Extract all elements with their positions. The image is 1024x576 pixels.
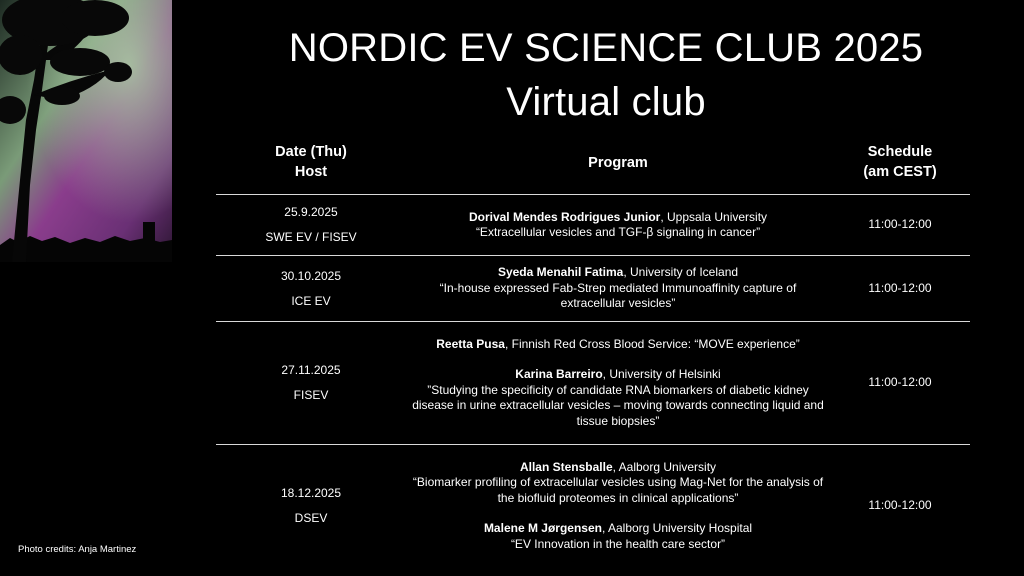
session-date: 18.12.2025 <box>280 486 342 500</box>
session-host: DSEV <box>294 511 328 525</box>
photo-credit: Photo credits: Anja Martinez <box>18 544 137 555</box>
table-row <box>216 321 970 444</box>
program-cell <box>406 445 830 567</box>
program-cell <box>406 195 830 255</box>
talk <box>406 210 830 226</box>
program-header: Program <box>588 155 648 171</box>
talk-title: “In-house expressed Fab-Strep mediated Immunoaffinity capture of extracellular vesicles” <box>439 280 797 311</box>
speaker-affiliation: , University of Iceland <box>623 265 739 280</box>
aurora-tree-image <box>0 0 172 262</box>
timezone-header-label: (am CEST) <box>863 164 937 180</box>
session-host: ICE EV <box>291 293 331 308</box>
speaker-name: Karina Barreiro <box>515 367 603 382</box>
date-header-label: Date (Thu) <box>275 144 347 160</box>
program-cell <box>406 322 830 444</box>
talk-title: “EV Innovation in the health care sector” <box>510 536 726 551</box>
table-row <box>216 255 970 321</box>
speaker-name: Syeda Menahil Fatima <box>497 265 624 280</box>
talk-title: ”Studying the specificity of candidate RNA biomarkers of diabetic kidney disease in urine extracellular vesicles – moving towards connecting liquid and tissue biopsies” <box>412 382 824 428</box>
talk-title: “Extracellular vesicles and TGF-β signaling in cancer” <box>475 225 761 239</box>
speaker-affiliation: , University of Helsinki <box>602 367 721 382</box>
session-date: 27.11.2025 <box>281 363 341 377</box>
talk <box>406 521 830 537</box>
talk <box>406 337 830 353</box>
aurora-tree-photo <box>0 0 172 262</box>
talk-spacer <box>406 352 830 367</box>
speaker-name: Allan Stensballe <box>519 459 613 474</box>
session-host: SWE EV / FISEV <box>265 230 357 244</box>
speaker-affiliation: , Uppsala University <box>660 209 768 224</box>
program-cell <box>406 256 830 321</box>
session-date: 25.9.2025 <box>284 205 338 219</box>
date-cell <box>216 322 406 444</box>
schedule-cell: 11:00-12:00 <box>868 498 932 513</box>
page-subtitle: Virtual club <box>506 80 706 124</box>
speaker-affiliation: , Aalborg University <box>612 459 717 474</box>
schedule-cell: 11:00-12:00 <box>868 217 932 232</box>
talk <box>406 460 830 476</box>
session-host: FISEV <box>293 388 329 402</box>
date-cell <box>216 195 406 255</box>
talk-spacer <box>406 506 830 521</box>
speaker-name: Reetta Pusa <box>436 336 505 351</box>
host-header-label: Host <box>294 164 328 180</box>
talk <box>406 367 830 383</box>
speaker-affiliation: , Finnish Red Cross Blood Service: “MOVE experience” <box>504 336 800 351</box>
speaker-affiliation: , Aalborg University Hospital <box>601 521 753 536</box>
talk <box>406 265 830 281</box>
table-row <box>216 194 970 255</box>
speaker-name: Dorival Mendes Rodrigues Junior <box>468 209 661 224</box>
schedule-header <box>830 142 970 182</box>
schedule-cell: 11:00-12:00 <box>868 375 932 390</box>
page-title: NORDIC EV SCIENCE CLUB 2025 <box>288 26 924 70</box>
date-cell <box>216 256 406 321</box>
schedule-table <box>216 137 970 567</box>
speaker-name: Malene M Jørgensen <box>483 521 602 536</box>
date-cell <box>216 445 406 567</box>
talk-title: “Biomarker profiling of extracellular vesicles using Mag-Net for the analysis of the biofluid proteomes in clinical applications” <box>412 475 824 505</box>
schedule-header-label: Schedule <box>867 144 933 160</box>
schedule-cell: 11:00-12:00 <box>868 280 932 295</box>
table-row <box>216 444 970 567</box>
table-header <box>216 137 970 194</box>
date-host-header <box>216 142 406 182</box>
session-date: 30.10.2025 <box>280 268 342 283</box>
